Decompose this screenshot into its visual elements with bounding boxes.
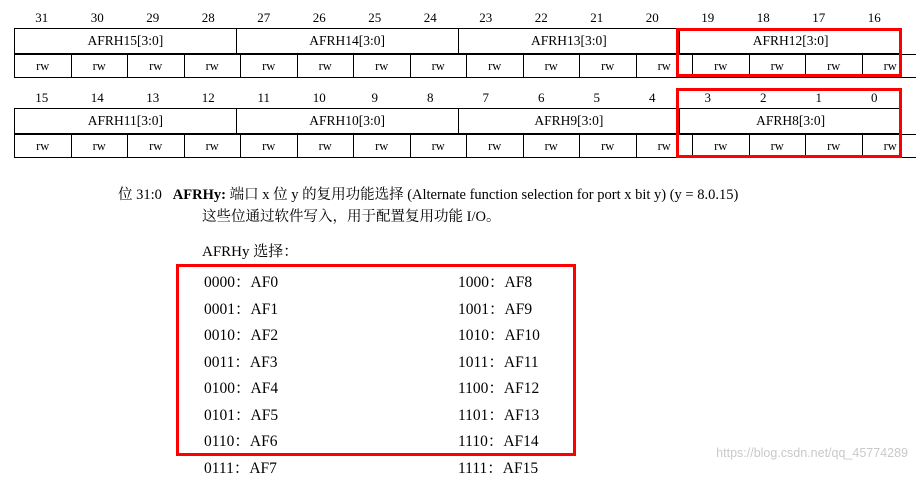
bit-number: 18 [736,8,792,28]
af-option: 1011：AF11 [458,350,540,377]
access-cell: rw [15,55,72,78]
access-cell: rw [184,135,241,158]
access-cell: rw [71,135,128,158]
description-line-1: 端口 x 位 y 的复用功能选择 (Alternate function selection for port x bit y) (y = 8.0.15) [230,187,739,203]
access-cell: rw [184,55,241,78]
access-cell: rw [241,55,298,78]
access-cell: rw [806,55,863,78]
af-selection-right-column [458,270,540,482]
field-name-row-low [14,108,902,134]
bit-number: 1 [791,88,847,108]
bit-number: 12 [181,88,237,108]
bit-number: 21 [569,8,625,28]
bit-range-label: 位 31:0 [118,187,162,203]
access-cell: rw [693,135,750,158]
bit-number: 0 [847,88,903,108]
access-cell: rw [410,135,467,158]
access-cell: rw [128,55,185,78]
bit-number: 25 [347,8,403,28]
af-option: 0110：AF6 [204,429,278,456]
af-option: 0100：AF4 [204,376,278,403]
access-cell: rw [241,135,298,158]
register-table-high [14,8,902,78]
bit-number: 6 [514,88,570,108]
af-option: 0111：AF7 [204,456,278,482]
bit-number: 20 [625,8,681,28]
bit-number: 14 [70,88,126,108]
access-cell: rw [636,55,693,78]
bit-number: 4 [625,88,681,108]
af-option: 1101：AF13 [458,403,540,430]
bit-number: 16 [847,8,903,28]
field-cell: AFRH14[3:0] [236,29,458,54]
bit-number: 17 [791,8,847,28]
access-cell: rw [523,55,580,78]
field-cell: AFRH12[3:0] [680,29,902,54]
bit-number: 28 [181,8,237,28]
field-name-label: AFRHy: [173,187,226,203]
field-cell: AFRH10[3:0] [236,109,458,134]
bit-number: 7 [458,88,514,108]
af-option: 1001：AF9 [458,297,540,324]
access-cell: rw [354,135,411,158]
bit-number: 5 [569,88,625,108]
af-option: 0101：AF5 [204,403,278,430]
access-cell: rw [297,135,354,158]
field-name-row-high [14,28,902,54]
field-description [118,184,878,228]
af-option: 1000：AF8 [458,270,540,297]
af-option: 0010：AF2 [204,323,278,350]
access-cell: rw [71,55,128,78]
af-option: 0001：AF1 [204,297,278,324]
bit-number: 19 [680,8,736,28]
access-cell: rw [693,55,750,78]
bit-number: 9 [347,88,403,108]
access-cell: rw [410,55,467,78]
af-option: 0011：AF3 [204,350,278,377]
bit-number: 29 [125,8,181,28]
access-row-low [14,134,916,158]
access-cell: rw [297,55,354,78]
bit-number: 10 [292,88,348,108]
description-line-2: 这些位通过软件写入，用于配置复用功能 I/O。 [202,206,878,228]
af-option: 1110：AF14 [458,429,540,456]
bit-number: 31 [14,8,70,28]
access-cell: rw [523,135,580,158]
af-selection-heading: AFRHy 选择： [202,240,298,261]
access-cell: rw [862,55,916,78]
register-table-low [14,88,902,158]
bit-number: 23 [458,8,514,28]
field-cell: AFRH8[3:0] [680,109,902,134]
bit-number: 11 [236,88,292,108]
bit-number: 8 [403,88,459,108]
af-option: 1010：AF10 [458,323,540,350]
watermark: https://blog.csdn.net/qq_45774289 [716,446,908,460]
access-cell: rw [467,135,524,158]
af-selection-left-column [204,270,278,482]
field-cell: AFRH9[3:0] [458,109,680,134]
access-cell: rw [749,55,806,78]
access-row-high [14,54,916,78]
bit-number-row-low [14,88,902,108]
bit-number: 24 [403,8,459,28]
access-cell: rw [580,135,637,158]
bit-number: 27 [236,8,292,28]
access-cell: rw [862,135,916,158]
field-cell: AFRH13[3:0] [458,29,680,54]
access-cell: rw [128,135,185,158]
field-cell: AFRH15[3:0] [15,29,237,54]
bit-number: 30 [70,8,126,28]
bit-number: 15 [14,88,70,108]
bit-number: 2 [736,88,792,108]
access-cell: rw [15,135,72,158]
access-cell: rw [806,135,863,158]
access-cell: rw [636,135,693,158]
access-cell: rw [467,55,524,78]
access-cell: rw [354,55,411,78]
access-cell: rw [580,55,637,78]
bit-number: 26 [292,8,348,28]
af-option: 1100：AF12 [458,376,540,403]
bit-number: 22 [514,8,570,28]
field-cell: AFRH11[3:0] [15,109,237,134]
af-option: 1111：AF15 [458,456,540,482]
bit-number: 13 [125,88,181,108]
af-option: 0000：AF0 [204,270,278,297]
bit-number: 3 [680,88,736,108]
bit-number-row-high [14,8,902,28]
access-cell: rw [749,135,806,158]
